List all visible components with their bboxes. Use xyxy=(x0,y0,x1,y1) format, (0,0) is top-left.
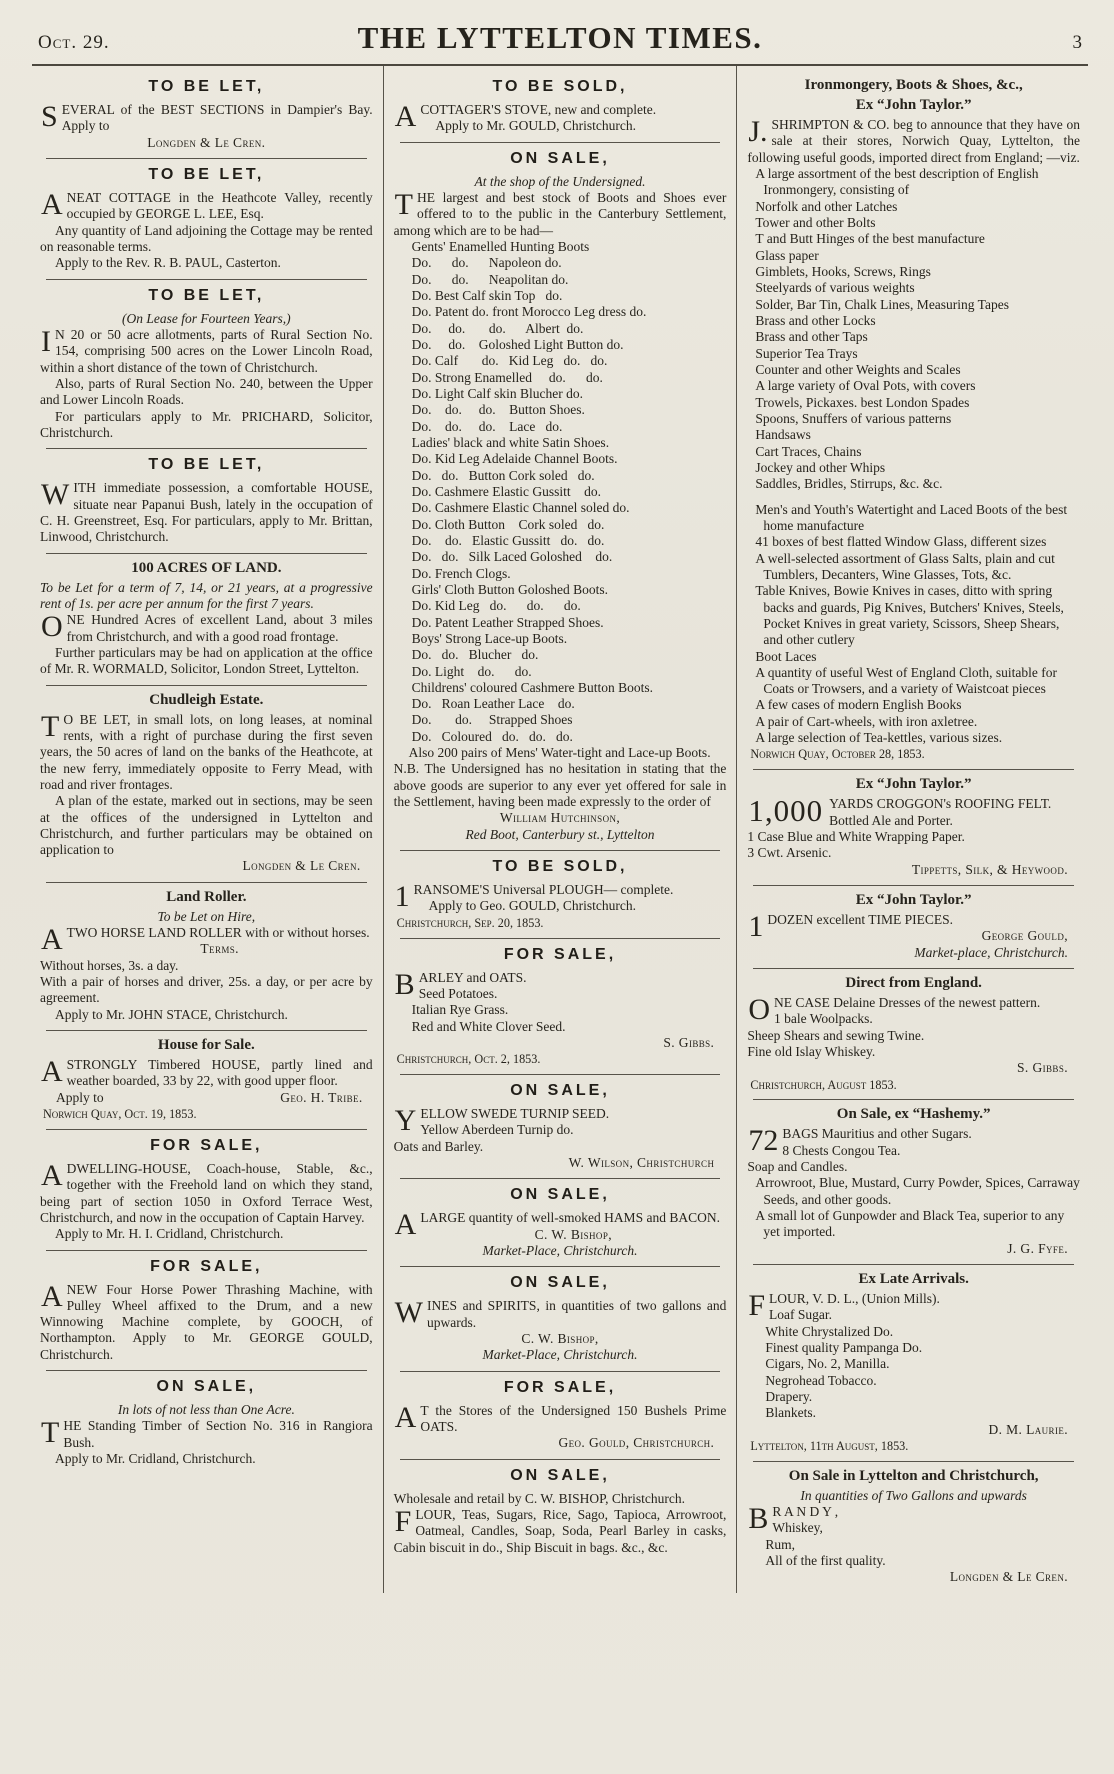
ad-lead-paragraph: 1 RANSOME'S Universal PLOUGH— complete. xyxy=(394,880,674,914)
ad-list-line: Spoons, Snuffers of various patterns xyxy=(755,410,952,426)
advertisement xyxy=(40,560,373,678)
ad-list-line: Do. Patent Leather Strapped Shoes. xyxy=(411,614,604,630)
ad-list-line: A large assortment of the best description of English Ironmongery, consisting of xyxy=(755,165,1039,198)
ad-signature: D. M. Laurie. xyxy=(988,1421,1069,1437)
ad-heading: On Sale, ex “Hashemy.” xyxy=(836,1106,991,1123)
ad-list-line: A large selection of Tea-kettles, various sizes. xyxy=(755,730,1003,746)
ad-name-line: Terms. xyxy=(200,941,239,957)
ad-list-line: Counter and other Weights and Scales xyxy=(755,361,961,377)
drop-cap: W xyxy=(41,478,70,512)
ad-list-line: Drapery. xyxy=(765,1388,813,1404)
ad-list-line: Blankets. xyxy=(765,1405,816,1421)
ad-divider xyxy=(753,968,1074,969)
drop-cap: A xyxy=(394,1208,417,1242)
ad-lead-paragraph: B R A N D Y , xyxy=(748,1501,839,1535)
ad-list-line: Do. do. Silk Laced Goloshed do. xyxy=(411,549,613,565)
drop-cap: S xyxy=(41,100,58,133)
drop-cap: A xyxy=(41,1158,63,1192)
ad-subheading: Red Boot, Canterbury st., Lyttelton xyxy=(465,826,655,842)
advertisement xyxy=(747,892,1080,961)
ad-divider xyxy=(400,1178,721,1179)
ad-list-line: Finest quality Pampanga Do. xyxy=(765,1339,923,1355)
ad-list-line: Do. Strong Enamelled do. do. xyxy=(411,369,603,385)
drop-cap: F xyxy=(394,1504,412,1538)
ad-terms-line: To be Let for a term of 7, 14, or 21 years, at a progressive rent of 1s. per acre per annum for the first 7 years. xyxy=(40,579,373,611)
advertisement xyxy=(40,889,373,1023)
column-2 xyxy=(383,66,737,1593)
ad-divider xyxy=(46,1129,367,1130)
ad-list-line: T and Butt Hinges of the best manufacture xyxy=(755,231,985,247)
ad-signature: Longden & Le Cren. xyxy=(949,1569,1069,1585)
ad-heading: ON SALE, xyxy=(510,1186,610,1204)
ad-paragraph: 3 Cwt. Arsenic. xyxy=(747,845,832,861)
ad-lead-paragraph: ANEAT COTTAGE in the Heathcote Valley, recently occupied by GEORGE L. LEE, Esq. xyxy=(41,187,373,222)
ad-list-line: Childrens' coloured Cashmere Button Boots. xyxy=(411,679,653,695)
ad-signature-address: Market-place, Christchurch. xyxy=(914,944,1069,960)
ad-lead-paragraph: WINES and SPIRITS, in quantities of two gallons and upwards. xyxy=(394,1296,727,1330)
ad-paragraph: Fine old Islay Whiskey. xyxy=(747,1043,876,1059)
drop-cap: O xyxy=(748,992,771,1026)
ad-divider xyxy=(46,1370,367,1371)
ad-list-line: A few cases of modern English Books xyxy=(755,697,962,713)
ad-divider xyxy=(46,279,367,280)
ad-signature: Longden & Le Cren. xyxy=(242,858,361,874)
ad-list-line: A pair of Cart-wheels, with iron axletree. xyxy=(755,713,978,729)
ad-list-line: Do. do. Elastic Gussitt do. do. xyxy=(411,532,605,548)
ad-lead-paragraph: FLOUR, Teas, Sugars, Rice, Sago, Tapioca, Arrowroot, Oatmeal, Candles, Soap, Soda, Pearl Barley in casks, Cabin biscuit in do., Ship Biscuit in bags. &c., &c. xyxy=(393,1504,727,1555)
ad-list-line: Do. do. do. Albert do. xyxy=(411,320,584,336)
ad-lead-paragraph: ACOTTAGER'S STOVE, new and complete. xyxy=(394,100,657,133)
ad-divider xyxy=(753,1264,1074,1265)
ad-paragraph: Further particulars may be had on application at the office of Mr. R. WORMALD, Solicitor, London Street, Lyttelton. xyxy=(40,644,373,677)
advertisement xyxy=(40,287,373,442)
split-right-name: Geo. H. Tribe. xyxy=(280,1089,363,1105)
ad-paragraph: Apply to Mr. H. I. Cridland, Christchurch. xyxy=(55,1226,284,1242)
ad-paragraph: Also, parts of Rural Section No. 240, between the Upper and Lower Lincoln Roads. xyxy=(40,375,373,408)
ad-list-line: Saddles, Bridles, Stirrups, &c. &c. xyxy=(755,476,943,492)
column-1 xyxy=(30,66,383,1593)
ad-list-line: A large variety of Oval Pots, with covers xyxy=(755,378,976,394)
ad-list-line: Gents' Enamelled Hunting Boots xyxy=(411,238,590,254)
advertisement xyxy=(747,1271,1080,1454)
ad-paragraph: 1 Case Blue and White Wrapping Paper. xyxy=(747,828,965,844)
ad-heading: TO BE LET, xyxy=(148,456,265,474)
ad-list-line: Do. Best Calf skin Top do. xyxy=(411,287,563,303)
ad-list-line: Cigars, No. 2, Manilla. xyxy=(765,1356,890,1372)
ad-lead-paragraph: ATWO HORSE LAND ROLLER with or without horses. xyxy=(41,923,370,957)
ad-subheading: In quantities of Two Gallons and upwards xyxy=(800,1487,1027,1503)
drop-cap: Y xyxy=(394,1103,417,1137)
ad-subheading: To be Let on Hire, xyxy=(157,908,256,924)
columns xyxy=(30,66,1090,1593)
masthead-date: Oct. 29. xyxy=(38,32,110,53)
ad-dateline: Lyttelton, 11th August, 1853. xyxy=(750,1438,909,1453)
advertisement xyxy=(394,946,727,1067)
drop-cap: A xyxy=(41,1279,63,1313)
drop-cap: A xyxy=(41,1055,63,1089)
advertisement xyxy=(40,1137,373,1243)
ad-list-line: Brass and other Taps xyxy=(755,329,868,345)
ad-list-line: Red and White Clover Seed. xyxy=(411,1018,566,1034)
ad-paragraph: Apply to Mr. JOHN STACE, Christchurch. xyxy=(55,1006,288,1022)
ad-divider xyxy=(46,158,367,159)
ad-divider xyxy=(46,1250,367,1251)
ad-heading: TO BE LET, xyxy=(148,78,265,95)
ad-signature: Tippetts, Silk, & Heywood. xyxy=(911,861,1069,877)
ad-dateline: Christchurch, August 1853. xyxy=(750,1077,897,1092)
ad-list-line: Jockey and other Whips xyxy=(755,459,886,475)
ad-list-line: Do. Patent do. front Morocco Leg dress do. xyxy=(411,304,647,320)
ad-heading: FOR SALE, xyxy=(150,1257,263,1275)
advertisement xyxy=(747,1468,1080,1586)
ad-paragraph: Apply to Mr. GOULD, Christchurch. xyxy=(435,118,636,134)
ad-name-line: C. W. Bishop, xyxy=(534,1226,613,1242)
ad-lead-paragraph: ADWELLING-HOUSE, Coach-house, Stable, &c., together with the Freehold land on which they stand, being part of section 1050 in Oxford Terrace West, Christchurch, and now in the occupation of Captain Harvey. xyxy=(40,1158,373,1225)
ad-list-line: Do. do. Strapped Shoes xyxy=(411,712,573,728)
ad-signature: W. Wilson, Christchurch xyxy=(568,1154,715,1170)
ad-heading: On Sale in Lyttelton and Christchurch, xyxy=(788,1467,1039,1484)
ad-heading: ON SALE, xyxy=(510,1466,610,1484)
advertisement xyxy=(394,150,727,843)
ad-list-line: Do. Cashmere Elastic Gussitt do. xyxy=(411,483,602,499)
ad-list-line: A quantity of useful West of England Cloth, suitable for Coats or Trowsers, and a variety of Waistcoat pieces xyxy=(755,664,1057,697)
advertisement xyxy=(40,78,373,151)
advertisement xyxy=(747,77,1080,762)
ad-list-line: Do. do. do. Lace do. xyxy=(411,418,563,434)
ad-lead-paragraph: J. SHRIMPTON & CO. beg to announce that they have on sale at their stores, Norwich Quay, Lyttelton, the following useful goods, imported direct from England; —viz. xyxy=(747,115,1081,165)
ad-divider xyxy=(46,1030,367,1031)
ad-list-line: Table Knives, Bowie Knives in cases, ditto with spring backs and guards, Pig Knives, Butchers' Knives, Steels, Pocket Knives in great variety, Scissors, Sheep Shears, and other cutlery xyxy=(755,583,1064,648)
ad-list-line: Girls' Cloth Button Goloshed Boots. xyxy=(411,581,608,597)
ad-list-line: 8 Chests Congou Tea. xyxy=(782,1142,901,1158)
ad-subheading: In lots of not less than One Acre. xyxy=(117,1402,295,1418)
ad-dateline: Norwich Quay, October 28, 1853. xyxy=(750,747,925,762)
advertisement xyxy=(394,1379,727,1452)
drop-cap: O xyxy=(41,610,63,644)
ad-paragraph: Any quantity of Land adjoining the Cottage may be rented on reasonable terms. xyxy=(40,222,373,254)
drop-cap: T xyxy=(41,1416,60,1450)
ad-lead-paragraph: A T the Stores of the Undersigned 150 Bushels Prime OATS. xyxy=(394,1400,727,1434)
ad-list-line: Do. do. Button Cork soled do. xyxy=(411,467,595,483)
ad-heading: Direct from England. xyxy=(845,974,982,991)
advertisement xyxy=(40,1258,373,1364)
ad-heading: TO BE SOLD, xyxy=(492,858,628,876)
ad-divider xyxy=(753,885,1074,886)
split-left-text: Apply to xyxy=(56,1089,104,1105)
ad-list-line: Do. do. Blucher do. xyxy=(411,647,539,663)
ad-paragraph: Also 200 pairs of Mens' Water-tight and Lace-up Boots. xyxy=(408,745,711,761)
ad-heading: ON SALE, xyxy=(510,149,610,167)
advertisement xyxy=(394,78,727,135)
spacer xyxy=(747,493,1080,502)
ad-heading: Ex “John Taylor.” xyxy=(855,776,972,793)
ad-list-line: Do. Kid Leg Adelaide Channel Boots. xyxy=(411,451,618,467)
ad-signature: Geo. Gould, Christchurch. xyxy=(558,1435,715,1451)
ad-heading: Chudleigh Estate. xyxy=(149,691,264,708)
ad-paragraph: 1 bale Woolpacks. xyxy=(774,1011,873,1027)
ad-lead-paragraph: YELLOW SWEDE TURNIP SEED. xyxy=(394,1103,610,1137)
ad-heading: FOR SALE, xyxy=(150,1136,263,1154)
ad-paragraph: A plan of the estate, marked out in sections, may be seen at the offices of the undersigned in Lyttelton and Christchurch, and further particulars may be obtained on application to xyxy=(40,793,373,858)
ad-list-line: Do. do. Goloshed Light Button do. xyxy=(411,336,624,352)
advertisement xyxy=(394,1274,727,1363)
ad-list-line: Negrohead Tobacco. xyxy=(765,1372,877,1388)
ad-lead-paragraph: ONE CASE Delaine Dresses of the newest pattern. xyxy=(748,992,1041,1026)
ad-lead-paragraph: WITH immediate possession, a comfortable HOUSE, situate near Papanui Bush, lately in the occupation of C. H. Greenstreet, Esq. For particulars, apply to Mr. Brittan, Linwood, Christchurch. xyxy=(40,478,373,545)
ad-list-line: Cart Traces, Chains xyxy=(755,443,862,459)
ad-lead-paragraph: ALARGE quantity of well-smoked HAMS and BACON. xyxy=(394,1208,720,1242)
ad-subheading: At the shop of the Undersigned. xyxy=(474,173,646,189)
ad-paragraph: Oats and Barley. xyxy=(393,1138,484,1154)
ad-list-line: White Chrystalized Do. xyxy=(765,1323,894,1339)
drop-cap: 1 xyxy=(394,880,410,914)
ad-lead-paragraph: THE Standing Timber of Section No. 316 in Rangiora Bush. xyxy=(41,1416,373,1450)
ad-signature: S. Gibbs. xyxy=(1017,1060,1069,1076)
ad-divider xyxy=(400,142,721,143)
ad-divider xyxy=(400,1266,721,1267)
ad-paragraph: N.B. The Undersigned has no hesitation in stating that the above goods are superior to any ever yet offered for sale in the Settlement, having been made expressly to the order of xyxy=(393,761,727,810)
drop-cap: B xyxy=(394,967,415,1001)
ad-lead-paragraph: 72 BAGS Mauritius and other Sugars. xyxy=(748,1124,972,1158)
ad-list-line: Steelyards of various weights xyxy=(755,280,915,296)
ad-list-line: Do. do. Neapolitan do. xyxy=(411,271,569,287)
ad-list-line: Gimblets, Hooks, Screws, Rings xyxy=(755,263,931,279)
ad-list-line: Tower and other Bolts xyxy=(755,214,876,230)
masthead xyxy=(30,6,1090,64)
ad-heading: ON SALE, xyxy=(156,1378,257,1396)
drop-cap: J. xyxy=(748,115,768,148)
ad-divider xyxy=(400,938,721,939)
drop-cap: 1 xyxy=(748,909,764,943)
ad-heading: Land Roller. xyxy=(166,888,247,905)
ad-list-line: Trowels, Pickaxes. best London Spades xyxy=(755,394,970,410)
ad-lead-paragraph: SEVERAL of the BEST SECTIONS in Dampier's Bay. Apply to xyxy=(41,100,373,134)
ad-list-line: Glass paper xyxy=(755,247,819,263)
ad-divider xyxy=(46,685,367,686)
ad-paragraph: Sheep Shears and sewing Twine. xyxy=(747,1027,925,1043)
drop-cap: W xyxy=(394,1296,423,1330)
ad-divider xyxy=(400,850,721,851)
ad-subheading: Market-Place, Christchurch. xyxy=(482,1347,638,1363)
ad-paragraph: Apply to Mr. Cridland, Christchurch. xyxy=(55,1451,256,1467)
ad-divider xyxy=(753,1461,1074,1462)
drop-cap: T xyxy=(41,709,60,743)
ad-list-line: Do. French Clogs. xyxy=(411,565,511,581)
ad-lead-paragraph: THE largest and best stock of Boots and Shoes ever offered to to the public in the Canterbury Settlement, among which are to be had— xyxy=(393,187,727,238)
ad-signature: J. G. Fyfe. xyxy=(1007,1240,1069,1256)
masthead-title: THE LYTTELTON TIMES. xyxy=(357,20,763,55)
ad-dateline: Christchurch, Sep. 20, 1853. xyxy=(396,915,544,930)
ad-lead-paragraph: T O BE LET, in small lots, on long leases, at nominal rents, with a right of purchase during the first seven years, the 50 acres of land on the banks of the Heathcote, at the new ferry, immediately opposite to Ferry Mead, with road and river frontages. xyxy=(40,709,373,792)
drop-cap: 72 xyxy=(748,1124,779,1158)
masthead-page-number: 3 xyxy=(1072,32,1082,53)
ad-paragraph: Apply to Geo. GOULD, Christchurch. xyxy=(428,898,637,914)
drop-cap: F xyxy=(748,1288,766,1322)
ad-list-line: Brass and other Locks xyxy=(755,312,876,328)
drop-cap: A xyxy=(41,923,63,957)
ad-list-line: Norfolk and other Latches xyxy=(755,198,898,214)
ad-paragraph: Soap and Candles. xyxy=(747,1158,848,1174)
ad-signature: George Gould, xyxy=(981,928,1069,944)
ad-heading: TO BE LET, xyxy=(148,286,265,304)
advertisement xyxy=(747,1106,1080,1257)
ad-list-line: All of the first quality. xyxy=(765,1552,886,1568)
ad-paragraph: Apply to the Rev. R. B. PAUL, Casterton. xyxy=(55,255,281,271)
ad-heading: TO BE LET, xyxy=(148,165,265,183)
ad-list-line: Yellow Aberdeen Turnip do. xyxy=(420,1122,574,1138)
ad-dateline: Christchurch, Oct. 2, 1853. xyxy=(396,1052,541,1067)
ad-divider xyxy=(753,769,1074,770)
ad-list-line: Boys' Strong Lace-up Boots. xyxy=(411,630,568,646)
advertisement xyxy=(40,166,373,272)
ad-split-line xyxy=(40,1090,373,1106)
ad-divider xyxy=(400,1459,721,1460)
column-3 xyxy=(736,66,1090,1593)
ad-paragraph: Without horses, 3s. a day. xyxy=(40,957,179,973)
ad-heading: Ex Late Arrivals. xyxy=(858,1270,969,1287)
ad-heading: TO BE SOLD, xyxy=(492,78,628,95)
ad-list-line: Do. Kid Leg do. do. do. xyxy=(411,598,581,614)
ad-list-line: Solder, Bar Tin, Chalk Lines, Measuring Tapes xyxy=(755,296,1009,312)
ad-lead-paragraph: FLOUR, V. D. L., (Union Mills). xyxy=(748,1288,940,1322)
ad-list-line: Do. Cashmere Elastic Channel soled do. xyxy=(411,500,630,516)
drop-cap: I xyxy=(41,324,51,358)
ad-subheading: (On Lease for Fourteen Years,) xyxy=(122,310,291,326)
advertisement xyxy=(40,692,373,875)
ad-lead-paragraph: ONE Hundred Acres of excellent Land, about 3 miles from Christchurch, and with a good road frontage. xyxy=(41,610,373,644)
ad-name-line: C. W. Bishop, xyxy=(521,1330,599,1346)
ad-heading: FOR SALE, xyxy=(503,1378,617,1396)
ad-paragraph: Bottled Ale and Porter. xyxy=(829,812,953,828)
ad-list-line: Men's and Youth's Watertight and Laced Boots of the best home manufacture xyxy=(755,501,1068,533)
ad-list-line: Rum, xyxy=(765,1536,795,1552)
ad-subheading: Market-Place, Christchurch. xyxy=(482,1242,638,1258)
ad-list-line: Do. do. do. Button Shoes. xyxy=(411,402,585,418)
ad-heading: Ex “John Taylor.” xyxy=(855,97,972,113)
drop-cap: B xyxy=(748,1501,769,1535)
ad-lead-paragraph: I N 20 or 50 acre allotments, parts of Rural Section No. 154, comprising 500 acres on the Lower Lincoln Road, within a short distance of the town of Christchurch. xyxy=(40,324,373,375)
ad-lead-paragraph: BARLEY and OATS. xyxy=(394,967,527,1001)
ad-paragraph: Wholesale and retail by C. W. BISHOP, Christchurch. xyxy=(393,1490,686,1506)
ad-list-line: Whiskey, xyxy=(772,1520,823,1536)
ad-divider xyxy=(400,1074,721,1075)
ad-heading: ON SALE, xyxy=(510,1081,610,1099)
ad-divider xyxy=(46,553,367,554)
advertisement xyxy=(394,858,727,930)
advertisement xyxy=(40,1378,373,1467)
ad-list-line: A small lot of Gunpowder and Black Tea, superior to any yet imported. xyxy=(755,1207,1065,1240)
drop-cap: A xyxy=(394,1400,417,1434)
ad-list-line: Loaf Sugar. xyxy=(769,1307,833,1323)
ad-divider xyxy=(46,882,367,883)
ad-paragraph: For particulars apply to Mr. PRICHARD, Solicitor, Christchurch. xyxy=(40,408,373,440)
ad-list-line: Do. Coloured do. do. do. xyxy=(411,728,573,744)
ad-list-line: Do. Calf do. Kid Leg do. do. xyxy=(411,353,608,369)
ad-list-line: Boot Laces xyxy=(755,648,817,664)
advertisement xyxy=(394,1467,727,1556)
ad-dateline: Norwich Quay, Oct. 19, 1853. xyxy=(43,1107,197,1122)
drop-cap: T xyxy=(394,187,413,221)
drop-cap: 1,000 xyxy=(748,793,824,829)
advertisement xyxy=(394,1082,727,1171)
ad-list-line: Ladies' black and white Satin Shoes. xyxy=(411,434,610,450)
ad-list-line: Do. Cloth Button Cork soled do. xyxy=(411,516,605,532)
ad-list-line: Handsaws xyxy=(755,427,811,443)
ad-lead-paragraph: ASTRONGLY Timbered HOUSE, partly lined and weather boarded, 33 by 22, with good upper floor. xyxy=(41,1055,373,1089)
ad-paragraph: With a pair of horses and driver, 25s. a day, or per acre by agreement. xyxy=(40,974,373,1006)
ad-lead-paragraph: 1 DOZEN excellent TIME PIECES. xyxy=(748,909,954,943)
drop-cap: A xyxy=(394,100,417,133)
ad-list-line: 41 boxes of best flatted Window Glass, different sizes xyxy=(755,534,1047,550)
ad-list-line: Do. Light do. do. xyxy=(411,663,532,679)
advertisement xyxy=(40,456,373,545)
ad-list-line: Do. Roan Leather Lace do. xyxy=(411,696,575,712)
ad-list-line: Italian Rye Grass. xyxy=(411,1002,509,1018)
ad-list-line: A well-selected assortment of Glass Salts, plain and cut Tumblers, Decanters, Wine Glasses, Tots, &c. xyxy=(755,550,1055,582)
ad-name-line: William Hutchinson, xyxy=(499,810,621,826)
ad-divider xyxy=(753,1099,1074,1100)
ad-list-line: Arrowroot, Blue, Mustard, Curry Powder, Spices, Carraway Seeds, and other goods. xyxy=(755,1175,1080,1207)
advertisement xyxy=(747,975,1080,1092)
ad-heading: FOR SALE, xyxy=(503,945,617,963)
ad-heading: 100 ACRES OF LAND. xyxy=(131,559,282,576)
advertisement xyxy=(747,776,1080,878)
ad-heading: Ex “John Taylor.” xyxy=(855,891,972,908)
drop-cap: A xyxy=(41,187,63,221)
ad-list-line: Do. Light Calf skin Blucher do. xyxy=(411,385,584,401)
advertisement xyxy=(40,1037,373,1122)
ad-lead-paragraph: 1,000 YARDS CROGGON's ROOFING FELT. xyxy=(748,793,1052,829)
ad-heading: House for Sale. xyxy=(157,1037,255,1054)
ad-heading: ON SALE, xyxy=(510,1274,610,1292)
ad-name-line: Longden & Le Cren. xyxy=(147,134,266,150)
ad-signature: S. Gibbs. xyxy=(663,1034,715,1050)
ad-divider xyxy=(400,1371,721,1372)
ad-heading: Ironmongery, Boots & Shoes, &c., xyxy=(804,77,1023,93)
ad-list-line: Do. do. Napoleon do. xyxy=(411,255,562,271)
ad-list-line: Seed Potatoes. xyxy=(418,985,498,1001)
ad-list-line: Superior Tea Trays xyxy=(755,345,858,361)
advertisement xyxy=(394,1186,727,1259)
ad-lead-paragraph: ANEW Four Horse Power Thrashing Machine, with Pulley Wheel affixed to the Drum, and a new Winnowing Machine complete, by GOOCH, of Northampton. Apply to Mr. GEORGE GOULD, Christchurch. xyxy=(40,1279,373,1362)
ad-divider xyxy=(46,448,367,449)
